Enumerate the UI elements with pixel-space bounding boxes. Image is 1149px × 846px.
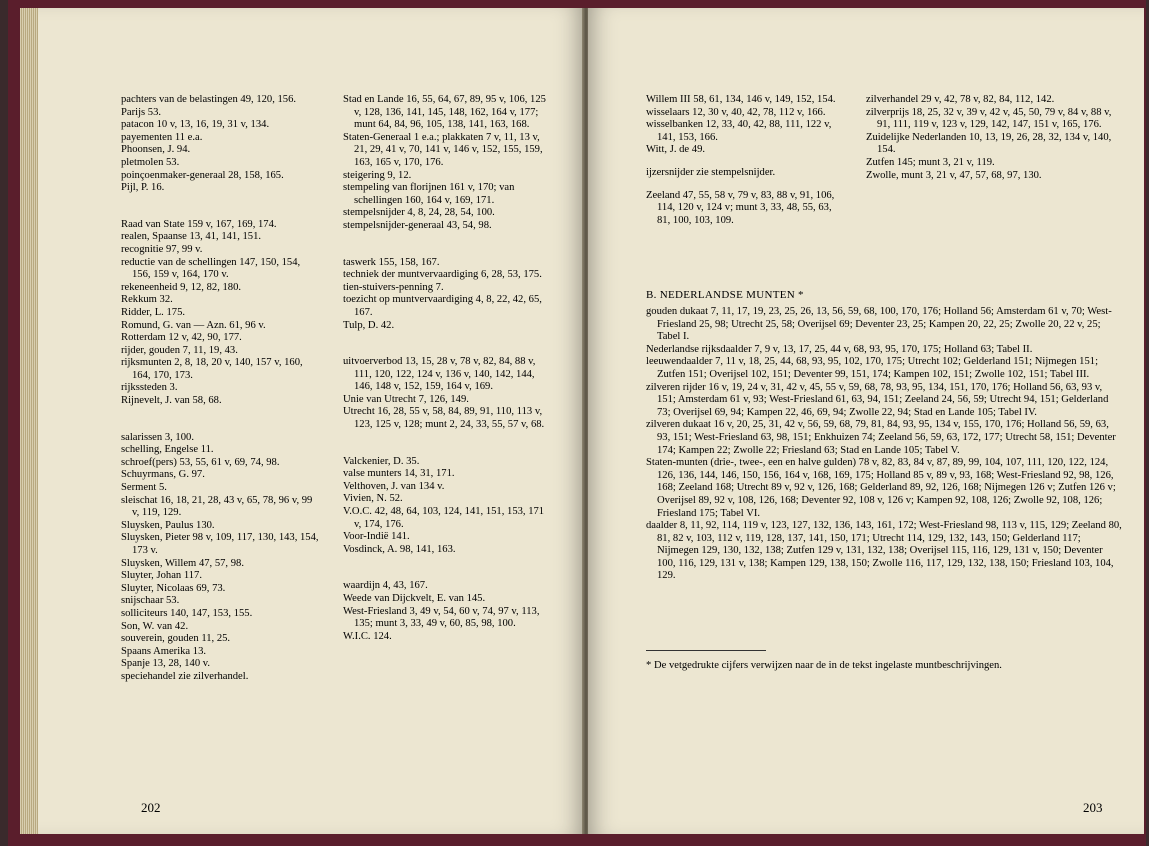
index-entry: zilveren rijder 16 v, 19, 24 v, 31, 42 v, 45, 55 v, 59, 68, 78, 93, 95, 134, 151, 170, 176; Holland 56, 63, 93 v, 151; Amsterdam 61 v, 93; West-Friesland 61, 63, 94, 151; Zeeland 24, 56, 59; Utrecht 94, 151; Gelderland 73; Overijsel 69, 94; Kampen 22, 46, 69, 94; Zwolle 22, 94; Stad en Lande 105; Tabel IV. — [646, 381, 1109, 418]
index-entry: pachters van de belastingen 49, 120, 156. — [121, 94, 297, 105]
index-entry: Serment 5. — [121, 482, 167, 494]
index-entry: pletmolen 53. — [121, 156, 180, 168]
entry-gap — [343, 556, 547, 580]
index-entry: Rekkum 32. — [121, 294, 173, 306]
index-entry: valse munters 14, 31, 171. — [343, 468, 455, 480]
section-entries — [646, 306, 1122, 583]
index-entry: rekeneenheid 9, 12, 82, 180. — [121, 281, 242, 293]
left-page-column-2 — [343, 94, 547, 643]
index-entry: schroef(pers) 53, 55, 61 v, 69, 74, 98. — [121, 456, 280, 468]
index-entry: uitvoerverbod 13, 15, 28 v, 78 v, 82, 84, 88 v, 111, 120, 122, 124 v, 136 v, 140, 142, 144, 146, 148 v, 152, 159, 164 v, 169. — [343, 356, 536, 393]
index-entry: poinçoenmaker-generaal 28, 158, 165. — [121, 169, 284, 181]
entry-gap — [343, 233, 547, 257]
index-entry: toezicht op muntvervaardiging 4, 8, 22, 42, 65, 167. — [343, 294, 542, 318]
footnote: * De vetgedrukte cijfers verwijzen naar de in de tekst ingelaste muntbeschrijvingen. — [646, 660, 1002, 671]
index-entry: souverein, gouden 11, 25. — [121, 633, 231, 645]
index-entry: Witt, J. de 49. — [646, 144, 706, 156]
index-entry: Stad en Lande 16, 55, 64, 67, 89, 95 v, 106, 125 v, 128, 136, 141, 145, 148, 162, 164 v, 177; munt 64, 84, 96, 105, 138, 141, 163, 168. — [343, 94, 546, 131]
index-entry: daalder 8, 11, 92, 114, 119 v, 123, 127, 132, 136, 143, 161, 172; West-Friesland 98, 113 v, 115, 129; Zeeland 80, 81, 82 v, 103, 112 v, 119, 128, 137, 141, 150, 171; Utrecht 114, 129, 132, 143, 150; Gelderland 117; Nijmegen 129, 130, 132, 138; Zutfen 129 v, 131, 132, 138; Overijsel 115, 116, 129, 131 v, 150; Deventer 100, 116, 129, 131 v, 138; Kampen 129, 138, 150; Zwolle 116, 117, 129, 132, 138, 150; Friesland 103, 104, 129. — [646, 520, 1122, 582]
index-entry: Vosdinck, A. 98, 141, 163. — [343, 543, 456, 555]
index-entry: steigering 9, 12. — [343, 169, 412, 181]
index-entry: Rijnevelt, J. van 58, 68. — [121, 395, 222, 407]
index-entry: waardijn 4, 43, 167. — [343, 580, 428, 592]
index-entry: sleischat 16, 18, 21, 28, 43 v, 65, 78, 96 v, 99 v, 119, 129. — [121, 494, 313, 519]
index-entry: techniek der muntvervaardiging 6, 28, 53, 175. — [343, 269, 542, 281]
index-entry: rijksmunten 2, 8, 18, 20 v, 140, 157 v, 160, 164, 170, 173. — [121, 357, 303, 381]
index-entry: Zutfen 145; munt 3, 21 v, 119. — [866, 156, 995, 168]
index-entry: Sluysken, Willem 47, 57, 98. — [121, 557, 244, 569]
index-entry: Weede van Dijckvelt, E. van 145. — [343, 593, 486, 604]
right-page-number: 203 — [1083, 800, 1103, 815]
index-entry: Voor-Indië 141. — [343, 531, 410, 543]
index-entry: Rotterdam 12 v, 42, 90, 177. — [121, 332, 242, 344]
index-entry: Phoonsen, J. 94. — [121, 144, 191, 156]
index-entry: Spanje 13, 28, 140 v. — [121, 658, 211, 670]
index-entry: Zeeland 47, 55, 58 v, 79 v, 83, 88 v, 91, 106, 114, 120 v, 124 v; munt 3, 33, 48, 55, 63, 81, 100, 103, 109. — [646, 189, 835, 226]
index-entry: snijschaar 53. — [121, 595, 180, 607]
index-entry: Spaans Amerika 13. — [121, 645, 207, 657]
section-title: B. NEDERLANDSE MUNTEN * — [646, 289, 804, 301]
entry-gap — [343, 432, 547, 456]
index-entry: V.O.C. 42, 48, 64, 103, 124, 141, 151, 153, 171 v, 174, 176. — [343, 506, 545, 530]
entry-gap — [646, 157, 846, 167]
index-entry: Unie van Utrecht 7, 126, 149. — [343, 393, 469, 405]
index-entry: Son, W. van 42. — [121, 620, 189, 632]
index-entry: rijder, gouden 7, 11, 19, 43. — [121, 344, 238, 356]
page-edges — [20, 8, 40, 834]
index-entry: leeuwendaalder 7, 11 v, 18, 25, 44, 68, 93, 95, 102, 170, 175; Utrecht 102; Gelderland 151; Nijmegen 151; Zutfen 151; Overijsel 102, 151; Deventer 99, 151, 174; Kampen 102, 151; Zwolle 102, 151; Tabel III. — [646, 356, 1099, 380]
index-entry: Vivien, N. 52. — [343, 493, 403, 505]
index-entry: Zuidelijke Nederlanden 10, 13, 19, 26, 28, 32, 134 v, 140, 154. — [866, 131, 1112, 156]
index-entry: Velthoven, J. van 134 v. — [343, 480, 445, 492]
index-entry: Sluysken, Paulus 130. — [121, 519, 215, 531]
index-entry: ijzersnijder zie stempelsnijder. — [646, 166, 776, 178]
index-entry: solliciteurs 140, 147, 153, 155. — [121, 607, 253, 619]
index-entry: payementen 11 e.a. — [121, 131, 203, 143]
index-entry: schelling, Engelse 11. — [121, 444, 214, 456]
index-entry: Romund, G. van — Azn. 61, 96 v. — [121, 319, 266, 331]
index-entry: Nederlandse rijksdaalder 7, 9 v, 13, 17, 25, 44 v, 68, 93, 95, 170, 175; Holland 63; Tabel II. — [646, 343, 1033, 355]
index-entry: Parijs 53. — [121, 106, 162, 118]
left-page-number: 202 — [141, 800, 161, 815]
entry-gap — [646, 180, 846, 190]
index-entry: Sluysken, Pieter 98 v, 109, 117, 130, 143, 154, 173 v. — [121, 532, 319, 556]
index-entry: patacon 10 v, 13, 16, 19, 31 v, 134. — [121, 119, 270, 131]
index-entry: wisselbanken 12, 33, 40, 42, 88, 111, 122 v, 141, 153, 166. — [646, 119, 832, 143]
index-entry: stempelsnijder 4, 8, 24, 28, 54, 100. — [343, 207, 495, 219]
index-entry: Willem III 58, 61, 134, 146 v, 149, 152, 154. — [646, 94, 836, 105]
index-entry: Pijl, P. 16. — [121, 182, 165, 194]
index-entry: Sluyter, Nicolaas 69, 73. — [121, 582, 226, 594]
footnote-divider — [646, 650, 766, 651]
entry-gap — [343, 332, 547, 356]
right-page-column-1 — [646, 94, 846, 227]
index-entry: gouden dukaat 7, 11, 17, 19, 23, 25, 26, 13, 56, 59, 68, 100, 170, 176; Holland 56; Amsterdam 61 v, 70; West-Friesland 25, 98; Utrecht 25, 58; Overijsel 69; Deventer 23, 25; Kampen 20, 22, 25; Zwolle 20, 22 v, 25; Tabel I. — [646, 306, 1112, 343]
index-entry: speciehandel zie zilverhandel. — [121, 670, 249, 682]
index-entry: rijkssteden 3. — [121, 382, 178, 394]
index-entry: zilverhandel 29 v, 42, 78 v, 82, 84, 112, 142. — [866, 94, 1055, 105]
index-entry: West-Friesland 3, 49 v, 54, 60 v, 74, 97 v, 113, 135; munt 3, 33, 49 v, 60, 85, 98, 100. — [343, 605, 540, 630]
index-entry: Ridder, L. 175. — [121, 306, 186, 318]
index-entry: Zwolle, munt 3, 21 v, 47, 57, 68, 97, 130. — [866, 169, 1042, 181]
index-entry: taswerk 155, 158, 167. — [343, 256, 440, 268]
index-entry: reductie van de schellingen 147, 150, 154, 156, 159 v, 164, 170 v. — [121, 256, 301, 281]
index-entry: wisselaars 12, 30 v, 40, 42, 78, 112 v, 166. — [646, 106, 826, 118]
index-entry: Staten-Generaal 1 e.a.; plakkaten 7 v, 11, 13 v, 21, 29, 41 v, 70, 141 v, 146 v, 152, 155, 159, 163, 165 v, 170, 176. — [343, 131, 543, 168]
index-entry: recognitie 97, 99 v. — [121, 243, 203, 255]
index-entry: Sluyter, Johan 117. — [121, 570, 202, 582]
left-page-column-1 — [121, 94, 319, 684]
index-entry: zilveren dukaat 16 v, 20, 25, 31, 42 v, 56, 59, 68, 79, 81, 84, 93, 95, 134 v, 155, 170, 176; Holland 56, 59, 63, 93, 151; West-Friesland 63, 98, 151; Enkhuizen 74; Zeeland 56, 59, 63, 172, 177; Utrecht 58, 151; Deventer 174; Kampen 22; Zwolle 22; Friesland 63; Stad en Lande 105; Tabel V. — [646, 419, 1116, 456]
index-entry: realen, Spaanse 13, 41, 141, 151. — [121, 231, 262, 243]
index-entry: Utrecht 16, 28, 55 v, 58, 84, 89, 91, 110, 113 v, 123, 125 v, 128; munt 2, 24, 33, 55, 57 v, 68. — [343, 406, 545, 431]
index-entry: zilverprijs 18, 25, 32 v, 39 v, 42 v, 45, 50, 79 v, 84 v, 88 v, 91, 111, 119 v, 123 v, 129, 142, 147, 151 v, 165, 176. — [866, 106, 1112, 131]
index-entry: W.I.C. 124. — [343, 630, 392, 642]
index-entry: Raad van State 159 v, 167, 169, 174. — [121, 218, 277, 230]
index-entry: stempeling van florijnen 161 v, 170; van schellingen 160, 164 v, 169, 171. — [343, 182, 515, 206]
index-entry: stempelsnijder-generaal 43, 54, 98. — [343, 219, 492, 231]
right-page-column-2 — [866, 94, 1114, 182]
entry-gap — [121, 408, 319, 432]
entry-gap — [121, 195, 319, 219]
index-entry: Valckenier, D. 35. — [343, 455, 420, 467]
index-entry: Schuyrmans, G. 97. — [121, 469, 205, 481]
index-entry: Staten-munten (drie-, twee-, een en halve gulden) 78 v, 82, 83, 84 v, 87, 89, 99, 104, 107, 111, 120, 122, 124, 126, 136, 144, 146, 150, 156, 164 v, 168, 169, 175; Holland 85 v, 89 v, 93, 168; West-Friesland 92, 98, 126, 168; Zeeland 168; Utrecht 89 v, 92 v, 126, 168; Gelderland 89, 92, 126, 168; Nijmegen 126 v; Zutfen 126 v; Overijsel 89, 92 v, 108, 126, 168; Deventer 92, 108 v, 126 v; Kampen 92, 108, 126; Zwolle 92, 108, 126; Friesland 175; Tabel VI. — [646, 457, 1116, 519]
index-entry: salarissen 3, 100. — [121, 431, 194, 443]
index-entry: tien-stuivers-penning 7. — [343, 281, 444, 293]
index-entry: Tulp, D. 42. — [343, 319, 395, 331]
